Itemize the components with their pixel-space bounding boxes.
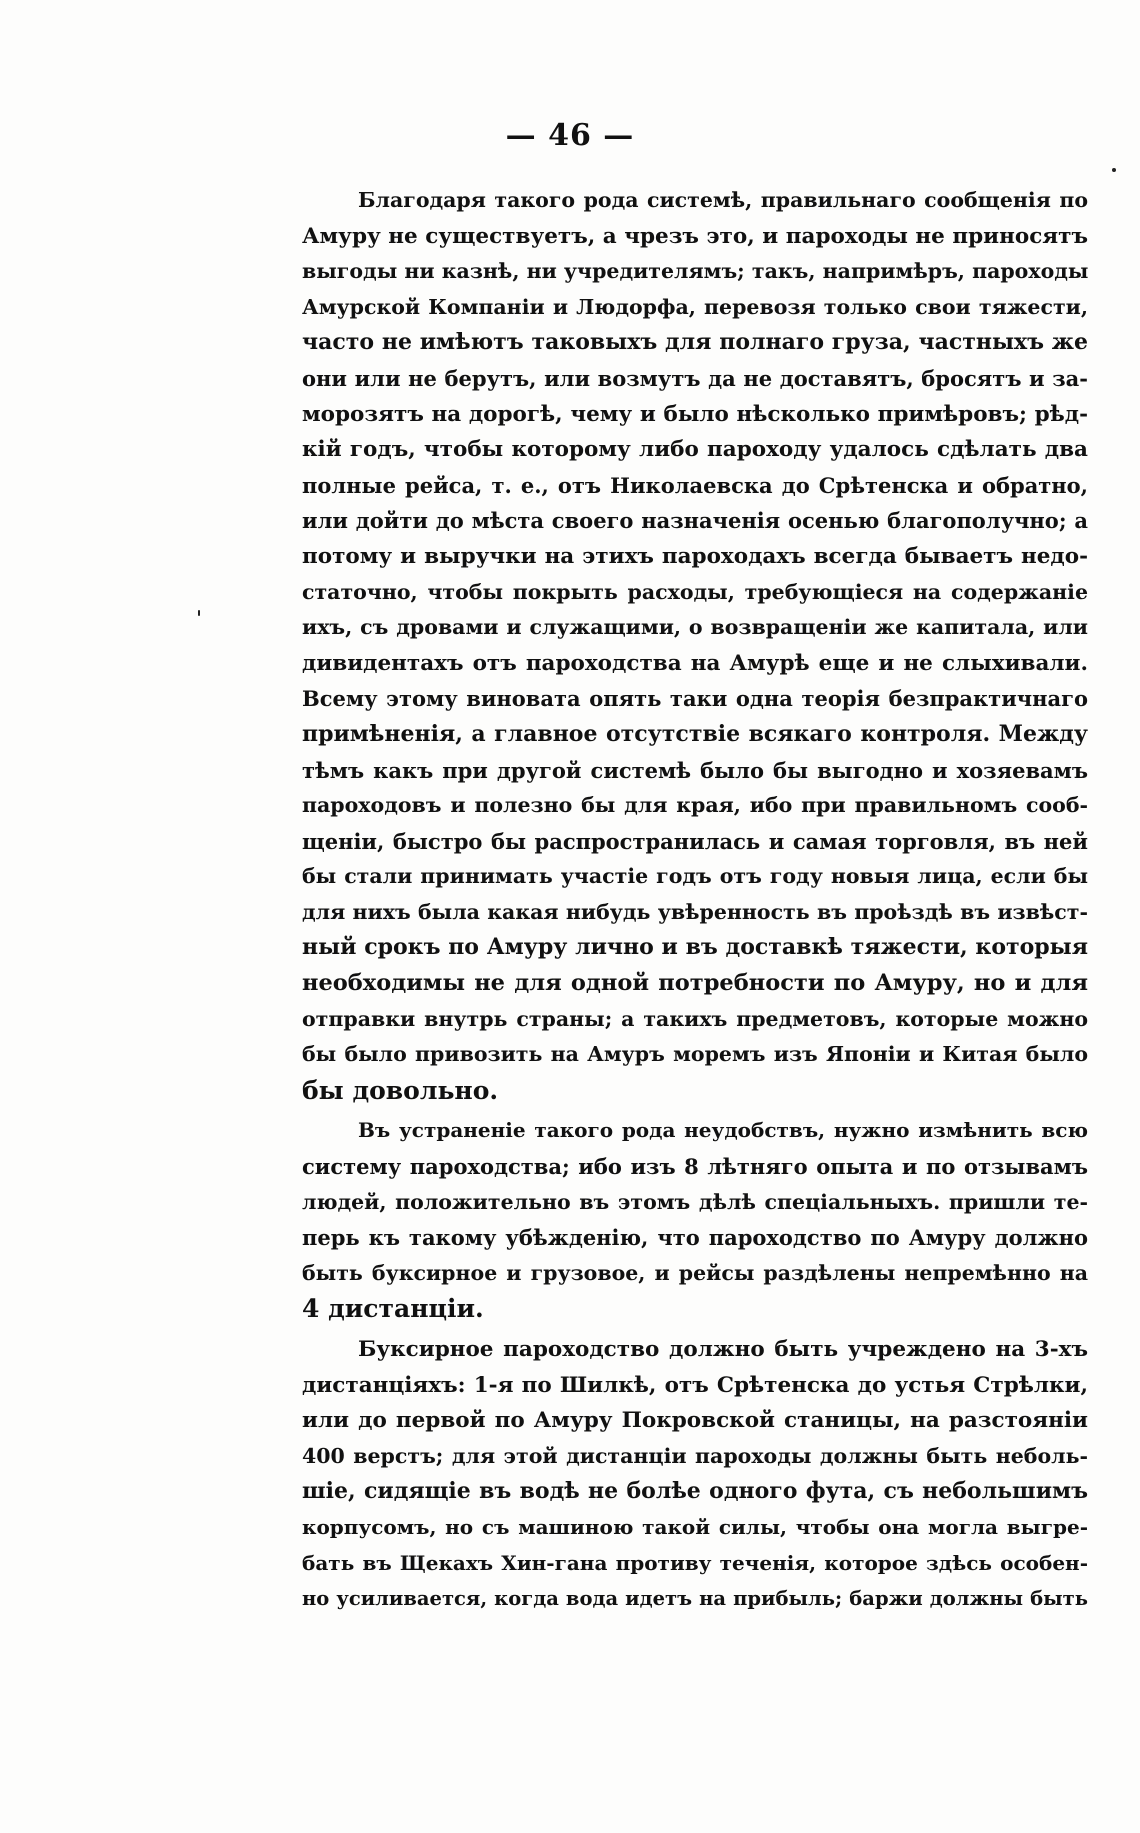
print-speck xyxy=(198,610,200,616)
text-line: потому и выручки на этихъ пароходахъ всегда бываетъ недо- xyxy=(302,543,1088,569)
text-line: дистанціяхъ: 1-я по Шилкѣ, отъ Срѣтенска до устья Стрѣлки, xyxy=(302,1372,1088,1398)
text-line: Амуру не существуетъ, а чрезъ это, и пароходы не приносятъ xyxy=(302,223,1088,249)
text-line: перь къ такому убѣжденію, что пароходство по Амуру должно xyxy=(302,1225,1088,1251)
text-line: выгоды ни казнѣ, ни учредителямъ; такъ, напримѣръ, пароходы xyxy=(302,259,1088,284)
text-line: пароходовъ и полезно бы для края, ибо при правильномъ сооб- xyxy=(302,793,1088,818)
text-line: часто не имѣютъ таковыхъ для полнаго груза, частныхъ же xyxy=(302,329,1088,356)
paragraph-1 xyxy=(246,183,1088,1108)
text-line: систему пароходства; ибо изъ 8 лѣтняго опыта и по отзывамъ xyxy=(302,1154,1088,1180)
text-line: для нихъ была какая нибудь увѣренность въ проѣздѣ въ извѣст- xyxy=(302,899,1088,924)
text-line: необходимы не для одной потребности по Амуру, но и для xyxy=(302,970,1088,997)
page-number: — 46 — xyxy=(505,118,635,153)
paragraph-3 xyxy=(246,1332,1088,1617)
text-line: но усиливается, когда вода идетъ на прибыль; баржи должны быть xyxy=(302,1587,1088,1611)
text-line: шіе, сидящіе въ водѣ не болѣе одного фута, съ небольшимъ xyxy=(302,1478,1088,1505)
text-line: щеніи, быстро бы распространилась и самая торговля, въ ней xyxy=(302,828,1088,854)
body-text xyxy=(246,183,1088,1622)
text-line: полные рейса, т. е., отъ Николаевска до Срѣтенска и обратно, xyxy=(302,472,1088,498)
text-line: они или не берутъ, или возмутъ да не доставятъ, бросятъ и за- xyxy=(302,365,1088,391)
text-line: 400 верстъ; для этой дистанціи пароходы должны быть неболь- xyxy=(302,1443,1088,1468)
text-line: Благодаря такого рода системѣ, правильнаго сообщенія по xyxy=(358,188,1088,212)
paragraph-2 xyxy=(246,1113,1088,1327)
text-line: быть буксирное и грузовое, и рейсы раздѣлены непремѣнно на xyxy=(302,1260,1088,1285)
text-line: примѣненія, а главное отсутствіе всякаго контроля. Между xyxy=(302,720,1088,747)
text-line: ный срокъ по Амуру лично и въ доставкѣ тяжести, которыя xyxy=(302,934,1088,961)
text-line: морозятъ на дорогѣ, чему и было нѣсколько примѣровъ; рѣд- xyxy=(302,401,1088,427)
text-line: статочно, чтобы покрыть расходы, требующіеся на содержаніе xyxy=(302,579,1088,604)
text-line: бы довольно. xyxy=(302,1075,499,1105)
text-line: или до первой по Амуру Покровской станицы, на разстояніи xyxy=(302,1408,1088,1434)
text-line: Амурской Компаніи и Людорфа, перевозя только свои тяжести, xyxy=(302,294,1088,319)
text-line: Всему этому виновата опять таки одна теорія безпрактичнаго xyxy=(302,686,1088,712)
text-line: корпусомъ, но съ машиною такой силы, чтобы она могла выгре- xyxy=(302,1514,1088,1539)
text-line: бы стали принимать участіе годъ отъ году новыя лица, если бы xyxy=(302,864,1088,889)
text-line: бать въ Щекахъ Хин-гана противу теченія, которое здѣсь особен- xyxy=(302,1550,1088,1575)
text-line: отправки внутрь страны; а такихъ предметовъ, которые можно xyxy=(302,1006,1088,1031)
text-line: ихъ, съ дровами и служащими, о возвращеніи же капитала, или xyxy=(302,615,1088,640)
text-line: Буксирное пароходство должно быть учреждено на 3-хъ xyxy=(358,1337,1088,1362)
print-speck xyxy=(1112,168,1116,172)
text-line: 4 дистанціи. xyxy=(302,1294,484,1324)
text-line: Въ устраненіе такого рода неудобствъ, нужно измѣнить всю xyxy=(358,1118,1088,1143)
text-line: дивидентахъ отъ пароходства на Амурѣ еще и не слыхивали. xyxy=(302,650,1088,676)
text-line: людей, положительно въ этомъ дѣлѣ спеціальныхъ. пришли те- xyxy=(302,1189,1088,1214)
text-line: кій годъ, чтобы которому либо пароходу удалось сдѣлать два xyxy=(302,437,1088,463)
text-line: или дойти до мѣста своего назначенія осенью благополучно; а xyxy=(302,508,1088,534)
text-line: бы было привозить на Амуръ моремъ изъ Японіи и Китая было xyxy=(302,1042,1088,1067)
text-line: тѣмъ какъ при другой системѣ было бы выгодно и хозяевамъ xyxy=(302,757,1088,783)
